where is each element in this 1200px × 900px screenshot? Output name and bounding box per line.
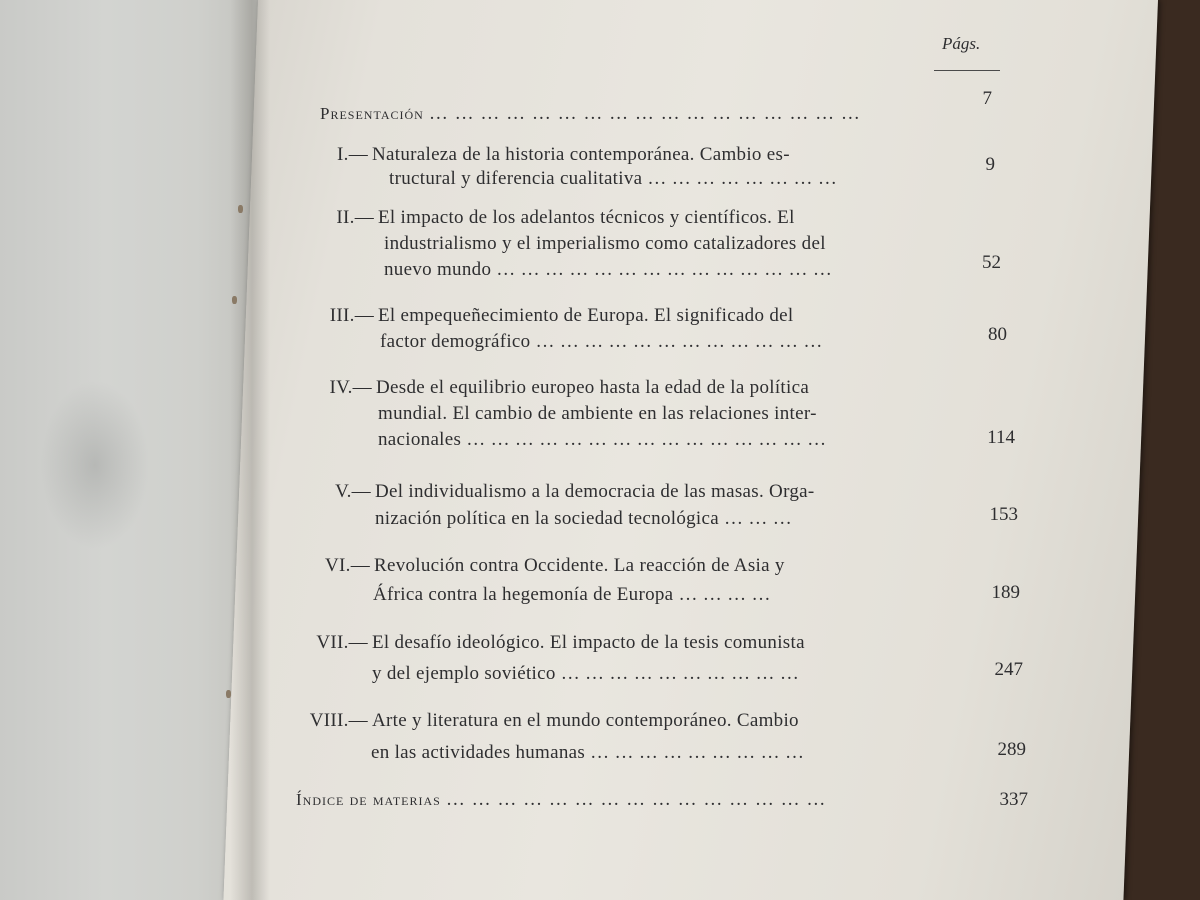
page-number: 7 bbox=[982, 88, 992, 109]
header-rule bbox=[934, 70, 1000, 71]
chapter-number: III.— bbox=[329, 305, 374, 326]
pages-column-header: Págs. bbox=[942, 34, 981, 53]
toc-entry-chapter-4 bbox=[306, 375, 809, 401]
entry-label: Índice de materias bbox=[296, 790, 441, 809]
dot-leader: … … … … … … … … … … … … … … … … … bbox=[428, 103, 861, 124]
chapter-number: II.— bbox=[336, 207, 374, 228]
entry-line: Naturaleza de la historia contemporánea. Cambio es- bbox=[372, 144, 790, 165]
page-number: 153 bbox=[989, 504, 1018, 525]
entry-line: en las actividades humanas … … … … … … … … … bbox=[371, 742, 805, 763]
toc-entry-chapter-1 bbox=[318, 142, 790, 168]
page-number: 80 bbox=[988, 324, 1007, 345]
toc-entry-presentation bbox=[320, 101, 861, 127]
entry-line: factor demográfico … … … … … … … … … … … … bbox=[380, 331, 823, 352]
toc-entry-chapter-2 bbox=[312, 205, 795, 231]
entry-line: El impacto de los adelantos técnicos y científicos. El bbox=[378, 207, 795, 228]
page-number: 337 bbox=[999, 789, 1028, 810]
entry-line: nacionales … … … … … … … … … … … … … … … bbox=[378, 429, 827, 450]
entry-label: Presentación bbox=[320, 104, 424, 123]
dot-leader: … … … … … … … … … … … … … … … bbox=[445, 789, 827, 810]
toc-entry-chapter-3 bbox=[310, 303, 793, 329]
chapter-number: VIII.— bbox=[309, 710, 368, 731]
page-number: 247 bbox=[994, 659, 1023, 680]
entry-line: tructural y diferencia cualitativa … … … … … … … … bbox=[389, 168, 838, 189]
entry-line: industrialismo y el imperialismo como catalizadores del bbox=[384, 233, 826, 254]
entry-line: Del individualismo a la democracia de las masas. Orga- bbox=[375, 481, 815, 502]
chapter-number: IV.— bbox=[329, 377, 372, 398]
toc-entry-chapter-7 bbox=[296, 630, 805, 656]
entry-line: mundial. El cambio de ambiente en las relaciones inter- bbox=[378, 403, 817, 424]
chapter-number: VII.— bbox=[316, 632, 368, 653]
toc-entry-chapter-5 bbox=[303, 479, 815, 505]
page-number: 289 bbox=[997, 739, 1026, 760]
page-number: 9 bbox=[985, 154, 995, 175]
entry-line: nuevo mundo … … … … … … … … … … … … … … bbox=[384, 259, 833, 280]
entry-line: El empequeñecimiento de Europa. El significado del bbox=[378, 305, 794, 326]
toc-entry-index bbox=[296, 787, 826, 813]
chapter-number: I.— bbox=[337, 144, 368, 165]
entry-line: África contra la hegemonía de Europa … … … … bbox=[373, 584, 771, 605]
entry-line: Desde el equilibrio europeo hasta la edad de la política bbox=[376, 377, 810, 398]
entry-line: y del ejemplo soviético … … … … … … … … … … bbox=[372, 663, 800, 684]
entry-line: Revolución contra Occidente. La reacción de Asia y bbox=[374, 555, 785, 576]
chapter-number: VI.— bbox=[325, 555, 370, 576]
toc-entry-chapter-6 bbox=[300, 553, 785, 579]
toc-entry-chapter-8 bbox=[292, 708, 799, 734]
chapter-number: V.— bbox=[335, 481, 371, 502]
page-number: 189 bbox=[991, 582, 1020, 603]
page-number: 52 bbox=[982, 252, 1001, 273]
entry-line: Arte y literatura en el mundo contemporáneo. Cambio bbox=[372, 710, 799, 731]
page-number: 114 bbox=[987, 427, 1015, 448]
entry-line: nización política en la sociedad tecnológica … … … bbox=[375, 508, 793, 529]
entry-line: El desafío ideológico. El impacto de la tesis comunista bbox=[372, 632, 805, 653]
